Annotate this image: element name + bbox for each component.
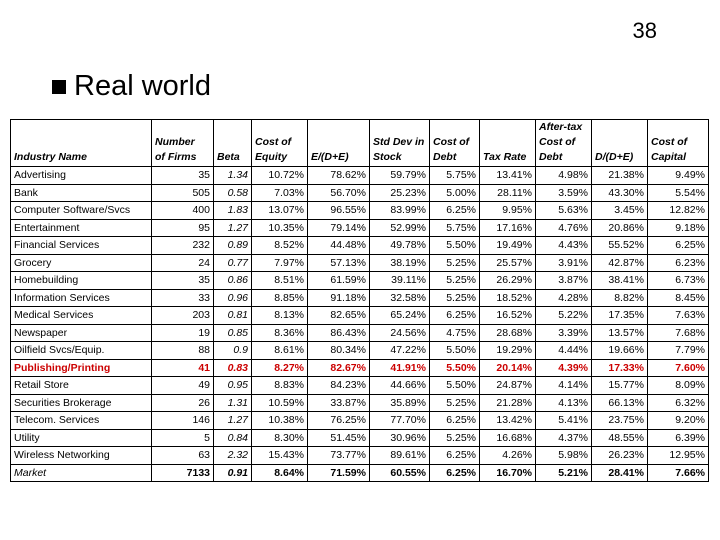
value-cell: 5.25% [430, 429, 480, 447]
value-cell: 7.97% [252, 254, 308, 272]
value-cell: 400 [152, 202, 214, 220]
value-cell: 24.56% [370, 324, 430, 342]
value-cell: 8.27% [252, 359, 308, 377]
value-cell: 5.00% [430, 184, 480, 202]
column-header: Cost of Capital [648, 120, 709, 167]
value-cell: 77.70% [370, 412, 430, 430]
value-cell: 32.58% [370, 289, 430, 307]
table-row [11, 324, 709, 342]
value-cell: 4.76% [536, 219, 592, 237]
industry-name-cell: Homebuilding [11, 272, 152, 290]
value-cell: 4.13% [536, 394, 592, 412]
table-row [11, 202, 709, 220]
industry-name-cell: Retail Store [11, 377, 152, 395]
slide-heading [52, 70, 211, 103]
value-cell: 44.48% [308, 237, 370, 255]
value-cell: 63 [152, 447, 214, 465]
value-cell: 8.13% [252, 307, 308, 325]
value-cell: 5.54% [648, 184, 709, 202]
value-cell: 16.68% [480, 429, 536, 447]
industry-name-cell: Grocery [11, 254, 152, 272]
value-cell: 1.27 [214, 219, 252, 237]
value-cell: 39.11% [370, 272, 430, 290]
value-cell: 10.59% [252, 394, 308, 412]
table-row [11, 167, 709, 185]
value-cell: 0.85 [214, 324, 252, 342]
value-cell: 146 [152, 412, 214, 430]
value-cell: 79.14% [308, 219, 370, 237]
industry-name-cell: Financial Services [11, 237, 152, 255]
value-cell: 7.79% [648, 342, 709, 360]
value-cell: 26.23% [592, 447, 648, 465]
value-cell: 13.42% [480, 412, 536, 430]
column-header: D/(D+E) [592, 120, 648, 167]
value-cell: 41.91% [370, 359, 430, 377]
value-cell: 1.27 [214, 412, 252, 430]
value-cell: 7.03% [252, 184, 308, 202]
value-cell: 35 [152, 167, 214, 185]
industry-name-cell: Medical Services [11, 307, 152, 325]
value-cell: 44.66% [370, 377, 430, 395]
heading-text: Real world [74, 70, 211, 102]
value-cell: 9.95% [480, 202, 536, 220]
value-cell: 28.68% [480, 324, 536, 342]
value-cell: 6.25% [430, 412, 480, 430]
value-cell: 80.34% [308, 342, 370, 360]
value-cell: 7.66% [648, 464, 709, 482]
column-header: After-tax Cost of Debt [536, 120, 592, 167]
value-cell: 15.43% [252, 447, 308, 465]
value-cell: 17.16% [480, 219, 536, 237]
table-row [11, 464, 709, 482]
value-cell: 91.18% [308, 289, 370, 307]
value-cell: 5.63% [536, 202, 592, 220]
industry-name-cell: Utility [11, 429, 152, 447]
value-cell: 1.31 [214, 394, 252, 412]
value-cell: 0.86 [214, 272, 252, 290]
value-cell: 6.23% [648, 254, 709, 272]
industry-name-cell: Computer Software/Svcs [11, 202, 152, 220]
value-cell: 19.49% [480, 237, 536, 255]
value-cell: 10.72% [252, 167, 308, 185]
value-cell: 3.91% [536, 254, 592, 272]
industry-name-cell: Securities Brokerage [11, 394, 152, 412]
value-cell: 52.99% [370, 219, 430, 237]
column-header: Number of Firms [152, 120, 214, 167]
value-cell: 73.77% [308, 447, 370, 465]
value-cell: 4.43% [536, 237, 592, 255]
value-cell: 10.35% [252, 219, 308, 237]
value-cell: 5.75% [430, 219, 480, 237]
value-cell: 82.67% [308, 359, 370, 377]
value-cell: 5.25% [430, 289, 480, 307]
value-cell: 78.62% [308, 167, 370, 185]
value-cell: 4.44% [536, 342, 592, 360]
value-cell: 82.65% [308, 307, 370, 325]
industry-name-cell: Information Services [11, 289, 152, 307]
table-row [11, 429, 709, 447]
value-cell: 25.23% [370, 184, 430, 202]
value-cell: 5.25% [430, 254, 480, 272]
value-cell: 86.43% [308, 324, 370, 342]
value-cell: 16.52% [480, 307, 536, 325]
value-cell: 96.55% [308, 202, 370, 220]
value-cell: 41 [152, 359, 214, 377]
industry-name-cell: Market [11, 464, 152, 482]
value-cell: 89.61% [370, 447, 430, 465]
column-header: Cost of Debt [430, 120, 480, 167]
value-cell: 0.89 [214, 237, 252, 255]
value-cell: 76.25% [308, 412, 370, 430]
column-header: Tax Rate [480, 120, 536, 167]
value-cell: 8.82% [592, 289, 648, 307]
value-cell: 0.83 [214, 359, 252, 377]
value-cell: 21.38% [592, 167, 648, 185]
value-cell: 28.41% [592, 464, 648, 482]
value-cell: 47.22% [370, 342, 430, 360]
industry-name-cell: Telecom. Services [11, 412, 152, 430]
value-cell: 6.39% [648, 429, 709, 447]
value-cell: 10.38% [252, 412, 308, 430]
value-cell: 4.75% [430, 324, 480, 342]
value-cell: 24 [152, 254, 214, 272]
value-cell: 8.30% [252, 429, 308, 447]
table-row [11, 359, 709, 377]
value-cell: 24.87% [480, 377, 536, 395]
value-cell: 5.22% [536, 307, 592, 325]
value-cell: 7133 [152, 464, 214, 482]
value-cell: 8.51% [252, 272, 308, 290]
value-cell: 33 [152, 289, 214, 307]
value-cell: 20.14% [480, 359, 536, 377]
value-cell: 13.07% [252, 202, 308, 220]
value-cell: 43.30% [592, 184, 648, 202]
column-header: Std Dev in Stock [370, 120, 430, 167]
industry-name-cell: Entertainment [11, 219, 152, 237]
table-header-row [11, 120, 709, 167]
value-cell: 0.58 [214, 184, 252, 202]
value-cell: 5 [152, 429, 214, 447]
value-cell: 3.45% [592, 202, 648, 220]
value-cell: 49.78% [370, 237, 430, 255]
value-cell: 9.20% [648, 412, 709, 430]
column-header: Beta [214, 120, 252, 167]
value-cell: 83.99% [370, 202, 430, 220]
value-cell: 25.57% [480, 254, 536, 272]
value-cell: 3.59% [536, 184, 592, 202]
value-cell: 26.29% [480, 272, 536, 290]
value-cell: 8.83% [252, 377, 308, 395]
table-row [11, 447, 709, 465]
square-bullet-icon [52, 80, 66, 94]
value-cell: 5.50% [430, 377, 480, 395]
table-row [11, 342, 709, 360]
value-cell: 51.45% [308, 429, 370, 447]
value-cell: 84.23% [308, 377, 370, 395]
value-cell: 3.39% [536, 324, 592, 342]
value-cell: 5.21% [536, 464, 592, 482]
value-cell: 15.77% [592, 377, 648, 395]
value-cell: 4.28% [536, 289, 592, 307]
cost-of-capital-table [10, 119, 709, 482]
value-cell: 4.26% [480, 447, 536, 465]
value-cell: 95 [152, 219, 214, 237]
value-cell: 26 [152, 394, 214, 412]
table-row [11, 394, 709, 412]
column-header: E/(D+E) [308, 120, 370, 167]
value-cell: 57.13% [308, 254, 370, 272]
value-cell: 5.50% [430, 342, 480, 360]
value-cell: 9.49% [648, 167, 709, 185]
value-cell: 12.82% [648, 202, 709, 220]
industry-name-cell: Wireless Networking [11, 447, 152, 465]
table-row [11, 289, 709, 307]
value-cell: 38.41% [592, 272, 648, 290]
value-cell: 1.83 [214, 202, 252, 220]
value-cell: 6.73% [648, 272, 709, 290]
value-cell: 8.85% [252, 289, 308, 307]
value-cell: 5.50% [430, 359, 480, 377]
table-row [11, 254, 709, 272]
value-cell: 65.24% [370, 307, 430, 325]
value-cell: 7.60% [648, 359, 709, 377]
value-cell: 3.87% [536, 272, 592, 290]
value-cell: 4.37% [536, 429, 592, 447]
value-cell: 42.87% [592, 254, 648, 272]
value-cell: 5.50% [430, 237, 480, 255]
value-cell: 232 [152, 237, 214, 255]
industry-name-cell: Bank [11, 184, 152, 202]
column-header: Industry Name [11, 120, 152, 167]
value-cell: 60.55% [370, 464, 430, 482]
table-row [11, 184, 709, 202]
value-cell: 12.95% [648, 447, 709, 465]
value-cell: 71.59% [308, 464, 370, 482]
value-cell: 19.66% [592, 342, 648, 360]
value-cell: 8.64% [252, 464, 308, 482]
value-cell: 9.18% [648, 219, 709, 237]
value-cell: 505 [152, 184, 214, 202]
value-cell: 8.61% [252, 342, 308, 360]
table-row [11, 307, 709, 325]
table-body [11, 167, 709, 482]
value-cell: 18.52% [480, 289, 536, 307]
value-cell: 20.86% [592, 219, 648, 237]
industry-name-cell: Publishing/Printing [11, 359, 152, 377]
value-cell: 35.89% [370, 394, 430, 412]
value-cell: 6.25% [430, 202, 480, 220]
value-cell: 4.98% [536, 167, 592, 185]
page-number: 38 [632, 18, 657, 43]
value-cell: 19 [152, 324, 214, 342]
value-cell: 61.59% [308, 272, 370, 290]
value-cell: 0.81 [214, 307, 252, 325]
industry-name-cell: Newspaper [11, 324, 152, 342]
table-row [11, 377, 709, 395]
value-cell: 55.52% [592, 237, 648, 255]
value-cell: 17.35% [592, 307, 648, 325]
value-cell: 17.33% [592, 359, 648, 377]
industry-name-cell: Advertising [11, 167, 152, 185]
value-cell: 4.39% [536, 359, 592, 377]
value-cell: 0.91 [214, 464, 252, 482]
value-cell: 8.36% [252, 324, 308, 342]
value-cell: 0.84 [214, 429, 252, 447]
value-cell: 35 [152, 272, 214, 290]
value-cell: 5.25% [430, 394, 480, 412]
table-row [11, 219, 709, 237]
table-row [11, 412, 709, 430]
value-cell: 0.95 [214, 377, 252, 395]
value-cell: 1.34 [214, 167, 252, 185]
value-cell: 0.77 [214, 254, 252, 272]
value-cell: 38.19% [370, 254, 430, 272]
value-cell: 49 [152, 377, 214, 395]
value-cell: 8.09% [648, 377, 709, 395]
value-cell: 88 [152, 342, 214, 360]
value-cell: 6.25% [430, 307, 480, 325]
value-cell: 59.79% [370, 167, 430, 185]
value-cell: 0.9 [214, 342, 252, 360]
value-cell: 33.87% [308, 394, 370, 412]
column-header: Cost of Equity [252, 120, 308, 167]
value-cell: 48.55% [592, 429, 648, 447]
value-cell: 6.25% [648, 237, 709, 255]
value-cell: 4.14% [536, 377, 592, 395]
value-cell: 2.32 [214, 447, 252, 465]
value-cell: 5.75% [430, 167, 480, 185]
industry-name-cell: Oilfield Svcs/Equip. [11, 342, 152, 360]
value-cell: 56.70% [308, 184, 370, 202]
value-cell: 16.70% [480, 464, 536, 482]
value-cell: 0.96 [214, 289, 252, 307]
value-cell: 5.25% [430, 272, 480, 290]
value-cell: 6.25% [430, 447, 480, 465]
value-cell: 8.45% [648, 289, 709, 307]
value-cell: 30.96% [370, 429, 430, 447]
value-cell: 5.98% [536, 447, 592, 465]
table-row [11, 272, 709, 290]
value-cell: 13.57% [592, 324, 648, 342]
value-cell: 6.32% [648, 394, 709, 412]
cost-of-capital-table-container [10, 119, 708, 482]
value-cell: 5.41% [536, 412, 592, 430]
value-cell: 21.28% [480, 394, 536, 412]
value-cell: 28.11% [480, 184, 536, 202]
value-cell: 6.25% [430, 464, 480, 482]
value-cell: 19.29% [480, 342, 536, 360]
table-row [11, 237, 709, 255]
value-cell: 66.13% [592, 394, 648, 412]
value-cell: 13.41% [480, 167, 536, 185]
value-cell: 23.75% [592, 412, 648, 430]
value-cell: 7.68% [648, 324, 709, 342]
value-cell: 203 [152, 307, 214, 325]
value-cell: 7.63% [648, 307, 709, 325]
value-cell: 8.52% [252, 237, 308, 255]
